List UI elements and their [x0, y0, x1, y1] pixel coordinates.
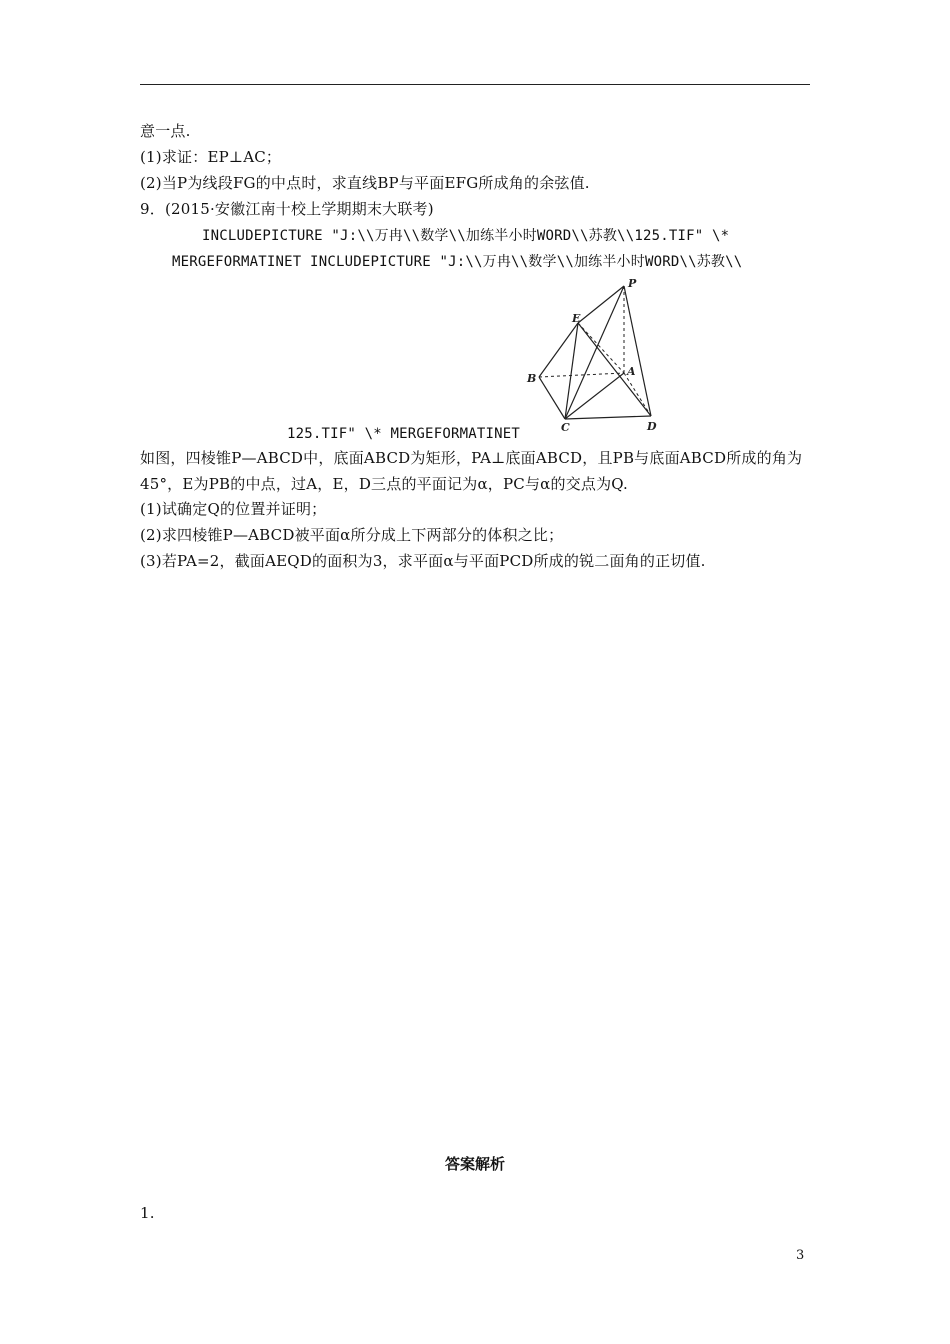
- edge-PD: [624, 286, 651, 416]
- problem-9-source: 9．(2015·安徽江南十校上学期期末大联考): [140, 200, 434, 218]
- label-C: C: [561, 421, 570, 432]
- header-rule: [140, 84, 810, 85]
- text-line-continuation: 意一点.: [140, 122, 191, 140]
- field-code-line-3: 125.TIF" \* MERGEFORMATINET: [287, 426, 520, 442]
- text-line-q2: (2)当P为线段FG的中点时，求直线BP与平面EFG所成角的余弦值.: [140, 174, 590, 192]
- answer-item-1: 1.: [140, 1204, 155, 1222]
- field-code-line-1: INCLUDEPICTURE "J:\\万冉\\数学\\加练半小时WORD\\苏教\\125.TIF" \*: [202, 228, 730, 244]
- pyramid-figure: [520, 276, 660, 432]
- label-P: P: [628, 277, 637, 290]
- problem-9-part-2: (2)求四棱锥P—ABCD被平面α所分成上下两部分的体积之比；: [140, 526, 564, 544]
- page-number: 3: [796, 1248, 805, 1263]
- edge-PE: [578, 286, 624, 323]
- field-code-line-2: MERGEFORMATINET INCLUDEPICTURE "J:\\万冉\\数学\\加练半小时WORD\\苏教\\: [172, 254, 743, 270]
- edge-EA-hidden: [578, 323, 624, 373]
- problem-9-part-1: (1)试确定Q的位置并证明；: [140, 500, 327, 518]
- problem-9-stem-2: 45°，E为PB的中点，过A，E，D三点的平面记为α，PC与α的交点为Q.: [140, 475, 629, 493]
- edge-ED: [578, 323, 651, 416]
- label-A: A: [627, 365, 636, 378]
- edge-BA-hidden: [539, 373, 624, 377]
- label-B: B: [527, 372, 537, 385]
- edge-BC: [539, 377, 565, 419]
- answer-heading: 答案解析: [444, 1155, 505, 1173]
- problem-9-part-3: (3)若PA=2，截面AEQD的面积为3，求平面α与平面PCD所成的锐二面角的正切值.: [140, 552, 706, 570]
- label-E: E: [572, 312, 581, 325]
- edge-CD: [565, 416, 651, 419]
- edge-CA: [565, 373, 624, 419]
- problem-9-stem-1: 如图，四棱锥P—ABCD中，底面ABCD为矩形，PA⊥底面ABCD，且PB与底面ABCD所成的角为: [140, 449, 803, 467]
- label-D: D: [647, 420, 657, 432]
- text-line-q1: (1)求证：EP⊥AC；: [140, 148, 282, 166]
